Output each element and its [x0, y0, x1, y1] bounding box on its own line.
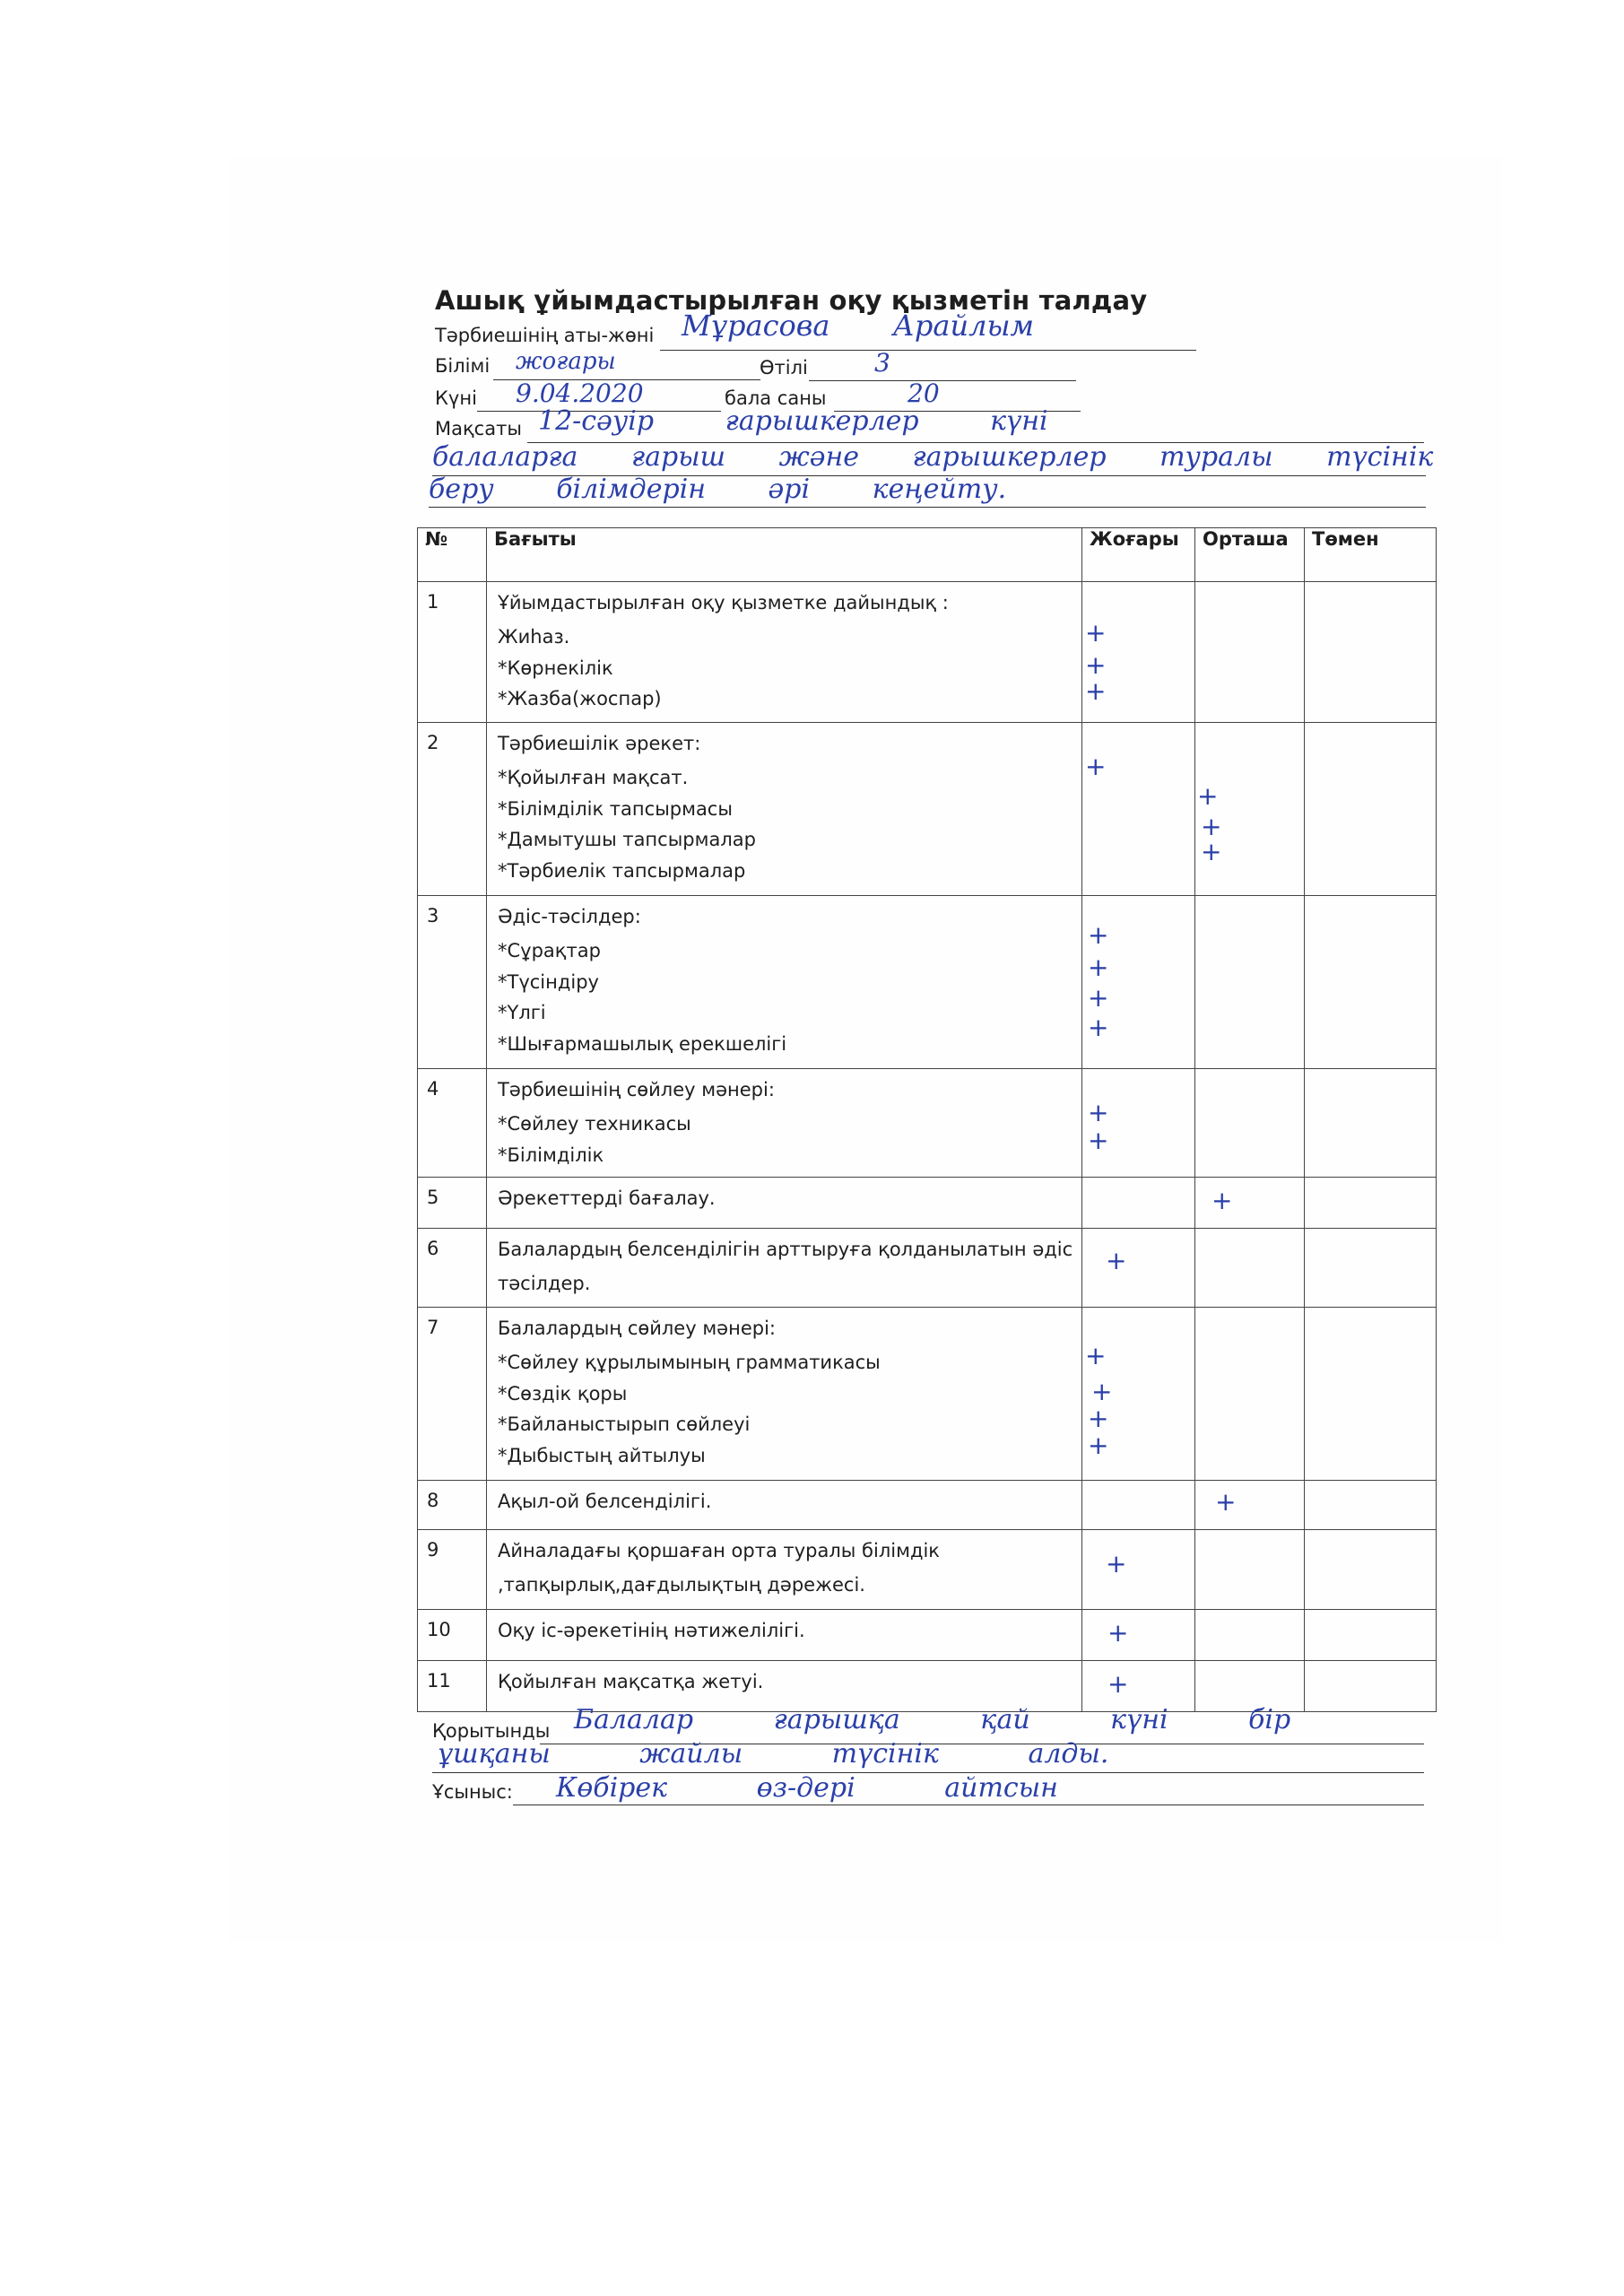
low-cell: [1305, 723, 1437, 896]
plus-mark: +: [1088, 1013, 1109, 1042]
teacher-underline: [660, 350, 1196, 351]
header-direction: Бағыты: [487, 528, 1082, 582]
row-line: *Байланыстырып сөйлеуі: [498, 1413, 751, 1435]
goal-line-2: балаларға ғарыш және ғарышкерлер туралы түсінік: [432, 441, 1434, 473]
row-line: *Тәрбиелік тапсырмалар: [498, 859, 746, 882]
plus-mark: +: [1197, 781, 1219, 811]
header-medium: Орташа: [1195, 528, 1305, 582]
row-direction: [487, 1610, 1082, 1661]
proposal-value: Көбірек өз-дері айтсын: [556, 1772, 1058, 1804]
document-title: Ашық ұйымдастырылған оқу қызметін талдау: [435, 285, 1148, 316]
row-line: Әдіс-тәсілдер:: [498, 906, 641, 927]
row-line: *Шығармашылық ерекшелігі: [498, 1032, 787, 1055]
teacher-label: Тәрбиешінің аты-жөні: [435, 325, 655, 346]
row-number: 8: [418, 1481, 487, 1530]
table-row: [418, 723, 1437, 896]
medium-cell: [1195, 896, 1305, 1069]
education-value: жоғары: [516, 348, 616, 375]
plus-mark: +: [1201, 812, 1222, 841]
medium-cell: [1195, 582, 1305, 723]
medium-cell: [1195, 723, 1305, 896]
row-direction: [487, 1481, 1082, 1530]
table-header-row: [418, 528, 1437, 582]
row-line: Ұйымдастырылған оқу қызметке дайындық :: [498, 592, 949, 613]
row-number: 1: [418, 582, 487, 723]
medium-cell: [1195, 1178, 1305, 1229]
teacher-value: Мұрасова Арайлым: [682, 309, 1035, 343]
date-label: Күні: [435, 387, 477, 409]
high-cell: [1082, 1229, 1195, 1308]
low-cell: [1305, 896, 1437, 1069]
row-line: *Түсіндіру: [498, 970, 599, 993]
row-number: 7: [418, 1308, 487, 1481]
row-line: *Сөздік қоры: [498, 1382, 628, 1405]
row-line: Балалардың белсенділігін арттыруға қолданылатын әдіс: [498, 1239, 1073, 1260]
children-value: 20: [908, 378, 940, 408]
low-cell: [1305, 1229, 1437, 1308]
row-line: Оқу іс-әрекетінің нәтижелілігі.: [498, 1620, 805, 1641]
row-direction: [487, 896, 1082, 1069]
goal-underline-3: [429, 507, 1426, 508]
plus-mark: +: [1106, 1549, 1127, 1578]
goal-line-3: беру білімдерін әрі кеңейту.: [429, 474, 1007, 505]
low-cell: [1305, 1069, 1437, 1178]
header-num: №: [418, 528, 487, 582]
plus-mark: +: [1088, 983, 1109, 1013]
high-cell: [1082, 1530, 1195, 1610]
plus-mark: +: [1088, 1098, 1109, 1127]
high-cell: [1082, 723, 1195, 896]
table-row: [418, 1229, 1437, 1308]
table-row: [418, 1481, 1437, 1530]
header-high: Жоғары: [1082, 528, 1195, 582]
low-cell: [1305, 582, 1437, 723]
row-line: *Көрнекілік: [498, 657, 613, 679]
row-line: Тәрбиешінің сөйлеу мәнері:: [498, 1079, 775, 1100]
row-line: Әрекеттерді бағалау.: [498, 1187, 716, 1209]
goal-line-1: 12-сәуір ғарышкерлер күні: [538, 405, 1048, 437]
table-row: [418, 1530, 1437, 1610]
row-direction: [487, 582, 1082, 723]
row-number: 6: [418, 1229, 487, 1308]
row-line: *Сөйлеу техникасы: [498, 1113, 691, 1135]
medium-cell: [1195, 1530, 1305, 1610]
row-direction: [487, 1308, 1082, 1481]
plus-mark: +: [1106, 1246, 1127, 1275]
low-cell: [1305, 1308, 1437, 1481]
row-number: 5: [418, 1178, 487, 1229]
row-number: 4: [418, 1069, 487, 1178]
high-cell: [1082, 1069, 1195, 1178]
evaluation-table: [417, 527, 1437, 1712]
experience-label: Өтілі: [760, 357, 808, 378]
row-line: Жиһаз.: [498, 626, 570, 648]
row-direction: [487, 723, 1082, 896]
conclusion-line-1: Балалар ғарышқа қай күні бір: [574, 1704, 1291, 1735]
header-low: Төмен: [1305, 528, 1437, 582]
plus-mark: +: [1088, 1126, 1109, 1155]
plus-mark: +: [1085, 618, 1107, 648]
plus-mark: +: [1215, 1487, 1237, 1517]
plus-mark: +: [1201, 837, 1222, 866]
high-cell: [1082, 1610, 1195, 1661]
row-number: 2: [418, 723, 487, 896]
table-row: [418, 1178, 1437, 1229]
row-line: Ақыл-ой белсенділігі.: [498, 1491, 712, 1512]
conclusion-label: Қорытынды: [432, 1720, 551, 1742]
row-number: 11: [418, 1661, 487, 1712]
medium-cell: [1195, 1308, 1305, 1481]
plus-mark: +: [1085, 1341, 1107, 1370]
table-row: [418, 1069, 1437, 1178]
row-direction: [487, 1178, 1082, 1229]
row-direction: [487, 1069, 1082, 1178]
high-cell: [1082, 1178, 1195, 1229]
medium-cell: [1195, 1481, 1305, 1530]
plus-mark: +: [1107, 1618, 1129, 1648]
row-number: 9: [418, 1530, 487, 1610]
row-line: *Жазба(жоспар): [498, 688, 662, 709]
row-line: *Үлгі: [498, 1002, 546, 1023]
plus-mark: +: [1088, 1431, 1109, 1460]
high-cell: [1082, 582, 1195, 723]
row-line: Тәрбиешілік әрекет:: [498, 733, 701, 754]
low-cell: [1305, 1481, 1437, 1530]
row-direction: [487, 1229, 1082, 1308]
plus-mark: +: [1211, 1186, 1233, 1215]
row-line: Айналадағы қоршаған орта туралы білімдік: [498, 1540, 940, 1561]
proposal-label: Ұсыныс:: [432, 1781, 513, 1803]
row-line: *Білімділік тапсырмасы: [498, 797, 733, 820]
date-value: 9.04.2020: [516, 378, 644, 408]
row-line: тәсілдер.: [498, 1273, 591, 1294]
row-line: *Сұрақтар: [498, 940, 601, 961]
plus-mark: +: [1085, 752, 1107, 781]
medium-cell: [1195, 1069, 1305, 1178]
low-cell: [1305, 1661, 1437, 1712]
row-line: *Білімділік: [498, 1144, 604, 1166]
table-row: [418, 1308, 1437, 1481]
row-line: ,тапқырлық,дағдылықтың дәрежесі.: [498, 1574, 865, 1596]
medium-cell: [1195, 1610, 1305, 1661]
experience-underline: [809, 380, 1076, 381]
plus-mark: +: [1085, 676, 1107, 706]
plus-mark: +: [1088, 1404, 1109, 1433]
row-line: *Қойылған мақсат.: [498, 767, 689, 788]
conclusion-line-2: ұшқаны жайлы түсінік алды.: [438, 1738, 1109, 1770]
row-line: Қойылған мақсатқа жетуі.: [498, 1671, 764, 1692]
table-row: [418, 1610, 1437, 1661]
plus-mark: +: [1107, 1669, 1129, 1699]
row-number: 10: [418, 1610, 487, 1661]
plus-mark: +: [1085, 650, 1107, 680]
medium-cell: [1195, 1229, 1305, 1308]
low-cell: [1305, 1530, 1437, 1610]
row-line: Балалардың сөйлеу мәнері:: [498, 1318, 776, 1339]
high-cell: [1082, 896, 1195, 1069]
low-cell: [1305, 1178, 1437, 1229]
experience-value: 3: [874, 348, 890, 378]
table-row: [418, 896, 1437, 1069]
row-line: *Дыбыстың айтылуы: [498, 1444, 706, 1466]
high-cell: [1082, 1481, 1195, 1530]
high-cell: [1082, 1308, 1195, 1481]
row-number: 3: [418, 896, 487, 1069]
row-line: *Дамытушы тапсырмалар: [498, 829, 756, 850]
plus-mark: +: [1088, 952, 1109, 982]
row-line: *Сөйлеу құрылымының грамматикасы: [498, 1352, 881, 1373]
low-cell: [1305, 1610, 1437, 1661]
table-row: [418, 582, 1437, 723]
row-direction: [487, 1530, 1082, 1610]
education-label: Білімі: [435, 355, 491, 377]
plus-mark: +: [1091, 1377, 1113, 1406]
plus-mark: +: [1088, 920, 1109, 950]
goal-label: Мақсаты: [435, 418, 522, 439]
children-label: бала саны: [725, 387, 827, 409]
